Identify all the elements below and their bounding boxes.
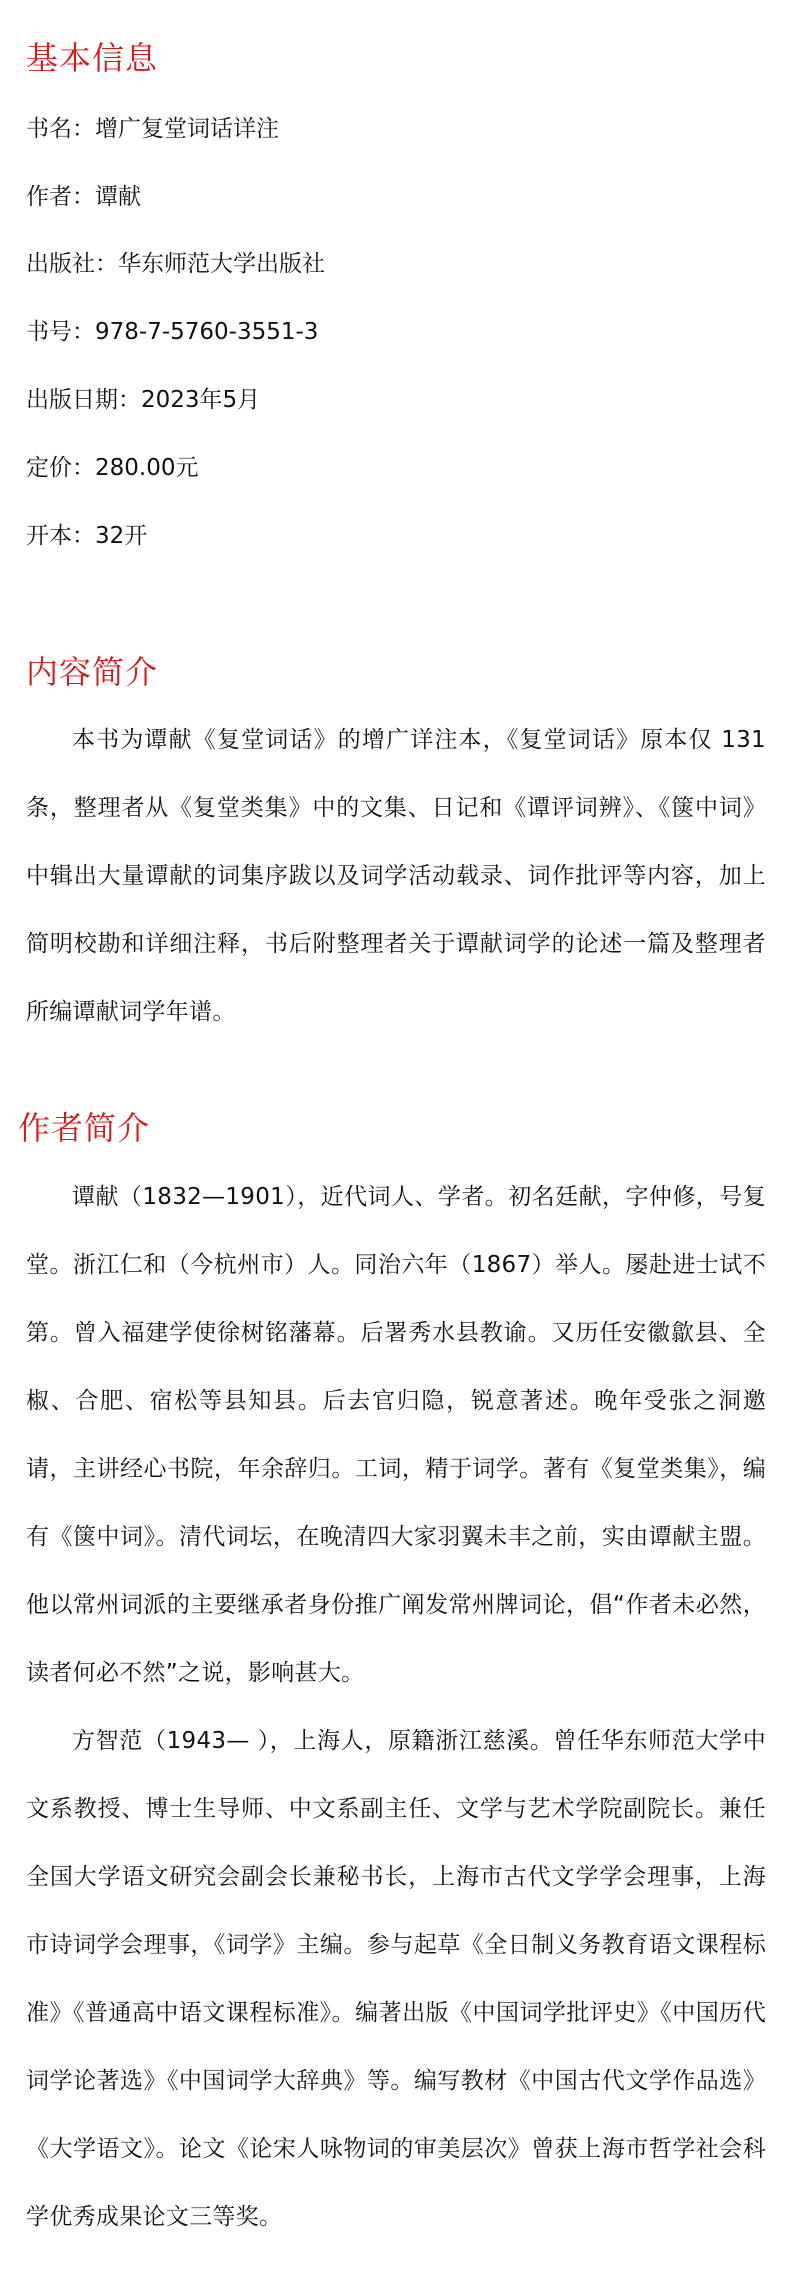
summary-paragraph: 本书为谭献《复堂词话》的增广详注本，《复堂词话》原本仅 131 条，整理者从《复堂类集》中的文集、日记和《谭评词辨》、《箧中词》中辑出大量谭献的词集序跋以及词学活动载录、词作批评等内容，加上简明校勘和详细注释，书后附整理者关于谭献词学的论述一篇及整理者所编谭献词学年谱。 — [26, 727, 766, 1025]
summary-heading: 内容简介 — [26, 653, 159, 691]
publisher-line: 出版社：华东师范大学出版社 — [26, 251, 325, 277]
fang-zhifan-bio: 方智范（1943— ），上海人，原籍浙江慈溪。曾任华东师范大学中文系教授、博士生导师、中文系副主任、文学与艺术学院副院长。兼任全国大学语文研究会副会长兼秘书长，上海市古代文学学会理事，上海市诗词学会理事，《词学》主编。参与起草《全日制义务教育语文课程标准》《普通高中语文课程标准》。编著出版《中国词学批评史》《中国历代词学论著选》《中国词学大辞典》等。编写教材《中国古代文学作品选》《大学语文》。论文《论宋人咏物词的审美层次》曾获上海市哲学社会科学优秀成果论文三等奖。 — [26, 1728, 766, 2230]
isbn-line: 书号：978-7-5760-3551-3 — [26, 319, 319, 345]
authors-heading: 作者简介 — [18, 1109, 151, 1147]
author-line: 作者：谭献 — [26, 184, 141, 210]
format-line: 开本：32开 — [26, 523, 148, 549]
pub-date-line: 出版日期：2023年5月 — [26, 387, 261, 413]
price-line: 定价：280.00元 — [26, 455, 199, 481]
book-title-line: 书名：增广复堂词话详注 — [26, 116, 279, 142]
basic-info-heading: 基本信息 — [26, 39, 159, 77]
tan-xian-bio: 谭献（1832—1901），近代词人、学者。初名廷献，字仲修，号复堂。浙江仁和（今杭州市）人。同治六年（1867）举人。屡赴进士试不第。曾入福建学使徐树铭藩幕。后署秀水县教谕。又历任安徽歙县、全椒、合肥、宿松等县知县。后去官归隐，锐意著述。晚年受张之洞邀请，主讲经心书院，年余辞归。工词，精于词学。著有《复堂类集》，编有《箧中词》。清代词坛，在晚清四大家羽翼未丰之前，实由谭献主盟。他以常州词派的主要继承者身份推广阐发常州牌词论，倡“作者未必然，读者何必不然”之说，影响甚大。 — [26, 1184, 766, 1686]
